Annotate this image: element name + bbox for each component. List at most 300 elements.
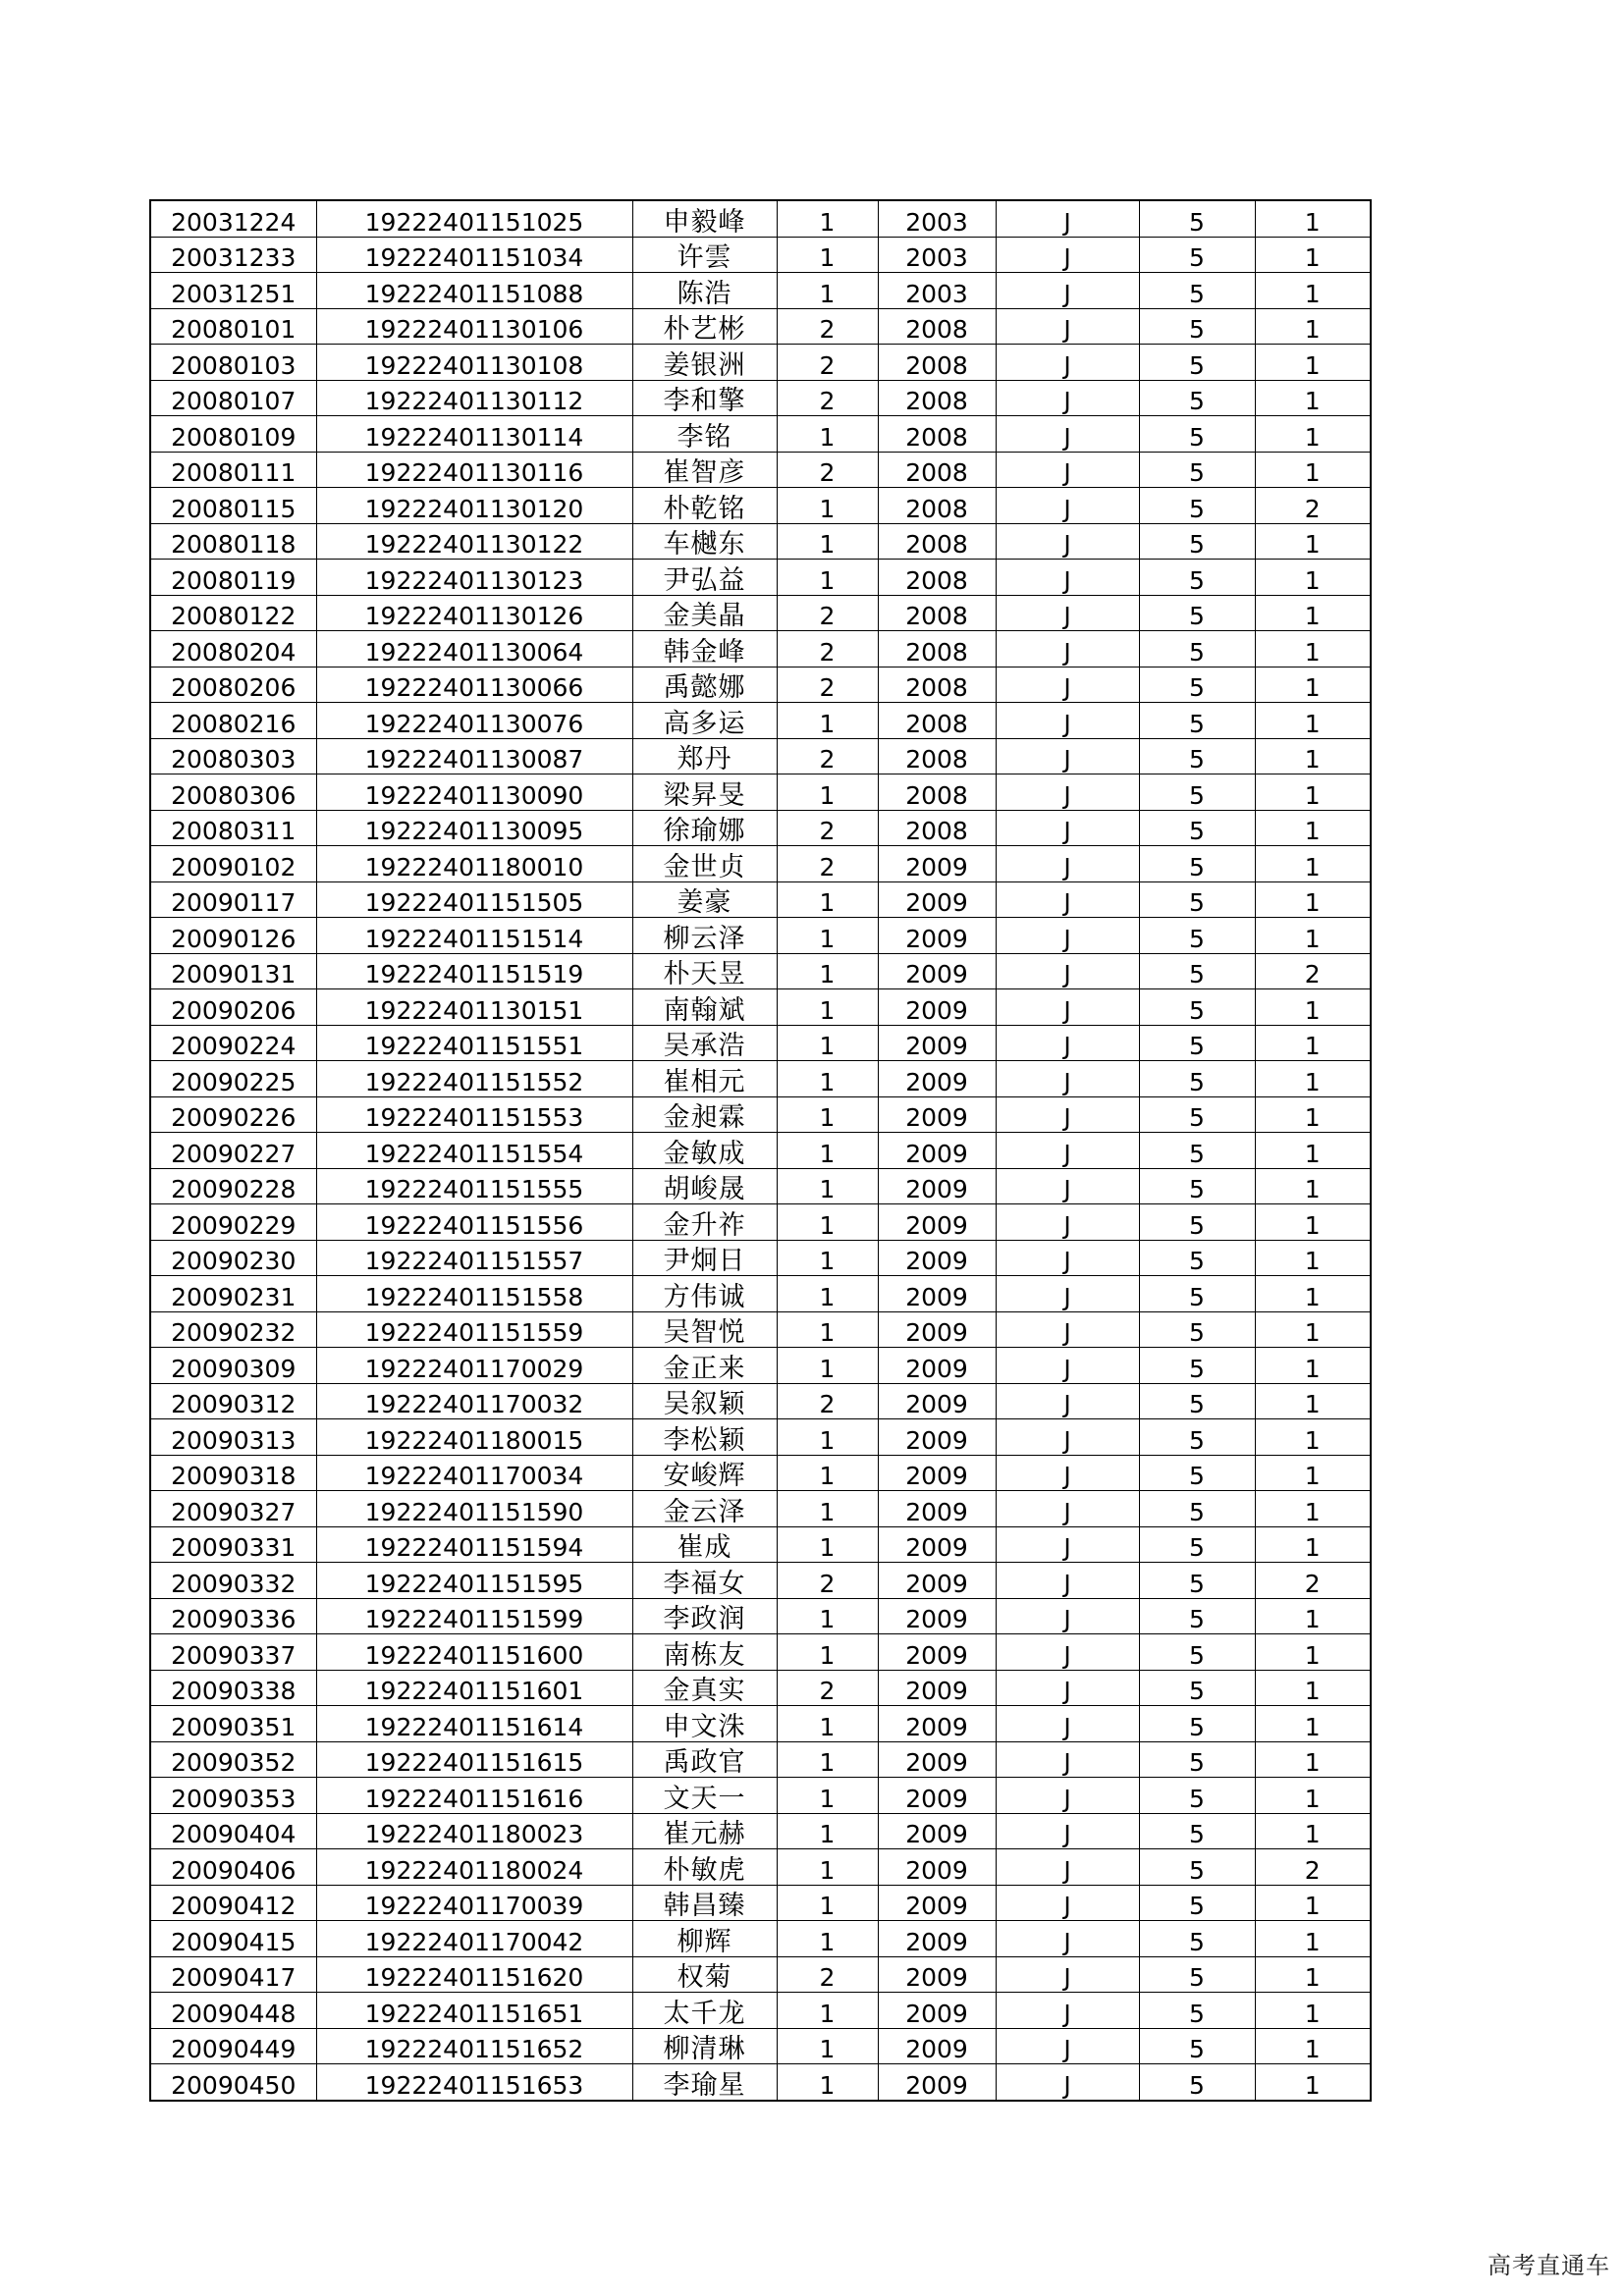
type-code-cell: 1 <box>1255 273 1371 309</box>
exam-id-cell: 20090353 <box>150 1778 316 1814</box>
level-cell: 5 <box>1139 200 1255 237</box>
exam-id-cell: 20090336 <box>150 1598 316 1634</box>
student-name-cell: 尹炯日 <box>632 1240 777 1276</box>
registration-number-cell: 19222401151505 <box>316 881 632 918</box>
category-cell: J <box>996 1813 1139 1849</box>
gender-code-cell: 1 <box>777 881 878 918</box>
gender-code-cell: 1 <box>777 1204 878 1241</box>
gender-code-cell: 1 <box>777 1025 878 1061</box>
gender-code-cell: 1 <box>777 1706 878 1742</box>
type-code-cell: 2 <box>1255 953 1371 989</box>
level-cell: 5 <box>1139 1956 1255 1993</box>
category-cell: J <box>996 380 1139 416</box>
exam-id-cell: 20090102 <box>150 846 316 882</box>
year-cell: 2009 <box>878 1956 996 1993</box>
exam-id-cell: 20080306 <box>150 774 316 811</box>
registration-number-cell: 19222401170029 <box>316 1348 632 1384</box>
registration-number-cell: 19222401130106 <box>316 308 632 345</box>
level-cell: 5 <box>1139 1813 1255 1849</box>
registration-number-cell: 19222401130095 <box>316 810 632 846</box>
category-cell: J <box>996 1563 1139 1599</box>
type-code-cell: 1 <box>1255 918 1371 954</box>
level-cell: 5 <box>1139 1455 1255 1491</box>
level-cell: 5 <box>1139 523 1255 560</box>
student-name-cell: 金昶霖 <box>632 1096 777 1133</box>
type-code-cell: 1 <box>1255 416 1371 453</box>
category-cell: J <box>996 1096 1139 1133</box>
exam-id-cell: 20090206 <box>150 989 316 1026</box>
exam-id-cell: 20090404 <box>150 1813 316 1849</box>
gender-code-cell: 1 <box>777 1276 878 1312</box>
gender-code-cell: 2 <box>777 846 878 882</box>
table-row <box>150 1634 1371 1671</box>
table-row <box>150 1849 1371 1886</box>
type-code-cell: 1 <box>1255 1204 1371 1241</box>
year-cell: 2008 <box>878 631 996 667</box>
category-cell: J <box>996 1885 1139 1921</box>
level-cell: 5 <box>1139 416 1255 453</box>
year-cell: 2009 <box>878 1168 996 1204</box>
level-cell: 5 <box>1139 595 1255 631</box>
year-cell: 2009 <box>878 1885 996 1921</box>
exam-id-cell: 20090312 <box>150 1383 316 1419</box>
year-cell: 2009 <box>878 989 996 1026</box>
level-cell: 5 <box>1139 308 1255 345</box>
registration-number-cell: 19222401151553 <box>316 1096 632 1133</box>
type-code-cell: 1 <box>1255 1741 1371 1778</box>
registration-number-cell: 19222401151558 <box>316 1276 632 1312</box>
exam-id-cell: 20090449 <box>150 2028 316 2064</box>
level-cell: 5 <box>1139 846 1255 882</box>
registration-number-cell: 19222401180015 <box>316 1419 632 1456</box>
exam-id-cell: 20031224 <box>150 200 316 237</box>
student-name-cell: 权菊 <box>632 1956 777 1993</box>
level-cell: 5 <box>1139 2064 1255 2101</box>
category-cell: J <box>996 846 1139 882</box>
level-cell: 5 <box>1139 1741 1255 1778</box>
level-cell: 5 <box>1139 1311 1255 1348</box>
type-code-cell: 1 <box>1255 1348 1371 1384</box>
registration-number-cell: 19222401151615 <box>316 1741 632 1778</box>
category-cell: J <box>996 810 1139 846</box>
gender-code-cell: 1 <box>777 1168 878 1204</box>
exam-id-cell: 20080111 <box>150 452 316 488</box>
table-row <box>150 1276 1371 1312</box>
category-cell: J <box>996 1741 1139 1778</box>
gender-code-cell: 1 <box>777 560 878 596</box>
exam-id-cell: 20080119 <box>150 560 316 596</box>
exam-id-cell: 20090448 <box>150 1993 316 2029</box>
student-name-cell: 禹政官 <box>632 1741 777 1778</box>
exam-id-cell: 20080303 <box>150 738 316 774</box>
exam-id-cell: 20090117 <box>150 881 316 918</box>
year-cell: 2008 <box>878 380 996 416</box>
table-row <box>150 810 1371 846</box>
gender-code-cell: 2 <box>777 1383 878 1419</box>
exam-id-cell: 20090412 <box>150 1885 316 1921</box>
type-code-cell: 1 <box>1255 1311 1371 1348</box>
year-cell: 2009 <box>878 1096 996 1133</box>
year-cell: 2003 <box>878 273 996 309</box>
year-cell: 2003 <box>878 200 996 237</box>
table-row <box>150 1993 1371 2029</box>
gender-code-cell: 1 <box>777 488 878 524</box>
year-cell: 2009 <box>878 1670 996 1706</box>
type-code-cell: 1 <box>1255 380 1371 416</box>
student-name-cell: 南翰斌 <box>632 989 777 1026</box>
level-cell: 5 <box>1139 1526 1255 1563</box>
registration-number-cell: 19222401151595 <box>316 1563 632 1599</box>
registration-number-cell: 19222401130120 <box>316 488 632 524</box>
student-table <box>149 199 1372 2102</box>
level-cell: 5 <box>1139 1634 1255 1671</box>
category-cell: J <box>996 488 1139 524</box>
student-name-cell: 金正来 <box>632 1348 777 1384</box>
level-cell: 5 <box>1139 1096 1255 1133</box>
student-name-cell: 吴智悦 <box>632 1311 777 1348</box>
level-cell: 5 <box>1139 953 1255 989</box>
year-cell: 2009 <box>878 1849 996 1886</box>
year-cell: 2009 <box>878 1778 996 1814</box>
registration-number-cell: 19222401151601 <box>316 1670 632 1706</box>
student-name-cell: 崔相元 <box>632 1061 777 1097</box>
type-code-cell: 1 <box>1255 1956 1371 1993</box>
category-cell: J <box>996 1491 1139 1527</box>
table-row <box>150 2028 1371 2064</box>
category-cell: J <box>996 308 1139 345</box>
category-cell: J <box>996 595 1139 631</box>
year-cell: 2009 <box>878 1706 996 1742</box>
gender-code-cell: 1 <box>777 1311 878 1348</box>
student-name-cell: 朴敏虎 <box>632 1849 777 1886</box>
table-row <box>150 1778 1371 1814</box>
year-cell: 2008 <box>878 308 996 345</box>
student-name-cell: 李铭 <box>632 416 777 453</box>
year-cell: 2008 <box>878 595 996 631</box>
type-code-cell: 1 <box>1255 1133 1371 1169</box>
table-row <box>150 1348 1371 1384</box>
level-cell: 5 <box>1139 1168 1255 1204</box>
category-cell: J <box>996 881 1139 918</box>
type-code-cell: 1 <box>1255 774 1371 811</box>
category-cell: J <box>996 1025 1139 1061</box>
student-name-cell: 禹懿娜 <box>632 667 777 703</box>
year-cell: 2008 <box>878 416 996 453</box>
table-row <box>150 1096 1371 1133</box>
type-code-cell: 1 <box>1255 1419 1371 1456</box>
exam-id-cell: 20090228 <box>150 1168 316 1204</box>
student-name-cell: 尹弘益 <box>632 560 777 596</box>
exam-id-cell: 20090231 <box>150 1276 316 1312</box>
student-name-cell: 李政润 <box>632 1598 777 1634</box>
exam-id-cell: 20080204 <box>150 631 316 667</box>
table-row <box>150 200 1371 237</box>
type-code-cell: 1 <box>1255 1921 1371 1957</box>
category-cell: J <box>996 273 1139 309</box>
category-cell: J <box>996 1133 1139 1169</box>
table-body <box>150 200 1371 2101</box>
table-row <box>150 1455 1371 1491</box>
student-name-cell: 韩金峰 <box>632 631 777 667</box>
level-cell: 5 <box>1139 1778 1255 1814</box>
table-row <box>150 1598 1371 1634</box>
category-cell: J <box>996 1311 1139 1348</box>
gender-code-cell: 1 <box>777 1885 878 1921</box>
type-code-cell: 1 <box>1255 1598 1371 1634</box>
gender-code-cell: 1 <box>777 237 878 273</box>
year-cell: 2009 <box>878 1419 996 1456</box>
registration-number-cell: 19222401151590 <box>316 1491 632 1527</box>
table-row <box>150 380 1371 416</box>
year-cell: 2009 <box>878 1526 996 1563</box>
student-name-cell: 陈浩 <box>632 273 777 309</box>
level-cell: 5 <box>1139 703 1255 739</box>
level-cell: 5 <box>1139 1491 1255 1527</box>
registration-number-cell: 19222401151088 <box>316 273 632 309</box>
type-code-cell: 1 <box>1255 1670 1371 1706</box>
type-code-cell: 1 <box>1255 989 1371 1026</box>
table-row <box>150 1670 1371 1706</box>
table-row <box>150 1956 1371 1993</box>
gender-code-cell: 1 <box>777 1455 878 1491</box>
exam-id-cell: 20090126 <box>150 918 316 954</box>
category-cell: J <box>996 200 1139 237</box>
year-cell: 2008 <box>878 488 996 524</box>
year-cell: 2009 <box>878 918 996 954</box>
level-cell: 5 <box>1139 1204 1255 1241</box>
table-row <box>150 989 1371 1026</box>
year-cell: 2008 <box>878 560 996 596</box>
year-cell: 2008 <box>878 452 996 488</box>
type-code-cell: 1 <box>1255 846 1371 882</box>
table-row <box>150 1885 1371 1921</box>
registration-number-cell: 19222401130108 <box>316 345 632 381</box>
table-row <box>150 918 1371 954</box>
exam-id-cell: 20090313 <box>150 1419 316 1456</box>
category-cell: J <box>996 918 1139 954</box>
category-cell: J <box>996 1168 1139 1204</box>
exam-id-cell: 20080216 <box>150 703 316 739</box>
student-name-cell: 韩昌臻 <box>632 1885 777 1921</box>
type-code-cell: 1 <box>1255 308 1371 345</box>
type-code-cell: 1 <box>1255 881 1371 918</box>
gender-code-cell: 1 <box>777 1133 878 1169</box>
student-name-cell: 吴叙颖 <box>632 1383 777 1419</box>
type-code-cell: 1 <box>1255 1778 1371 1814</box>
table-row <box>150 1526 1371 1563</box>
level-cell: 5 <box>1139 488 1255 524</box>
student-name-cell: 吴承浩 <box>632 1025 777 1061</box>
registration-number-cell: 19222401151556 <box>316 1204 632 1241</box>
year-cell: 2009 <box>878 1383 996 1419</box>
gender-code-cell: 1 <box>777 1526 878 1563</box>
table-row <box>150 560 1371 596</box>
registration-number-cell: 19222401130151 <box>316 989 632 1026</box>
gender-code-cell: 2 <box>777 1563 878 1599</box>
category-cell: J <box>996 1419 1139 1456</box>
exam-id-cell: 20090337 <box>150 1634 316 1671</box>
type-code-cell: 1 <box>1255 1061 1371 1097</box>
year-cell: 2008 <box>878 667 996 703</box>
gender-code-cell: 1 <box>777 1634 878 1671</box>
type-code-cell: 1 <box>1255 523 1371 560</box>
gender-code-cell: 2 <box>777 810 878 846</box>
registration-number-cell: 19222401130126 <box>316 595 632 631</box>
level-cell: 5 <box>1139 237 1255 273</box>
student-name-cell: 安峻辉 <box>632 1455 777 1491</box>
category-cell: J <box>996 1706 1139 1742</box>
exam-id-cell: 20090226 <box>150 1096 316 1133</box>
table-row <box>150 953 1371 989</box>
gender-code-cell: 1 <box>777 1598 878 1634</box>
table-row <box>150 1240 1371 1276</box>
table-row <box>150 667 1371 703</box>
type-code-cell: 2 <box>1255 488 1371 524</box>
student-name-cell: 高多运 <box>632 703 777 739</box>
student-name-cell: 崔成 <box>632 1526 777 1563</box>
year-cell: 2009 <box>878 1133 996 1169</box>
exam-id-cell: 20090309 <box>150 1348 316 1384</box>
gender-code-cell: 1 <box>777 774 878 811</box>
type-code-cell: 1 <box>1255 810 1371 846</box>
gender-code-cell: 1 <box>777 1921 878 1957</box>
year-cell: 2009 <box>878 1813 996 1849</box>
type-code-cell: 2 <box>1255 1849 1371 1886</box>
gender-code-cell: 2 <box>777 1670 878 1706</box>
watermark-text: 高考直通车 <box>1488 2252 1610 2279</box>
type-code-cell: 1 <box>1255 1706 1371 1742</box>
level-cell: 5 <box>1139 738 1255 774</box>
student-name-cell: 文天一 <box>632 1778 777 1814</box>
registration-number-cell: 19222401130116 <box>316 452 632 488</box>
gender-code-cell: 1 <box>777 918 878 954</box>
category-cell: J <box>996 1276 1139 1312</box>
registration-number-cell: 19222401130123 <box>316 560 632 596</box>
type-code-cell: 1 <box>1255 595 1371 631</box>
type-code-cell: 1 <box>1255 1096 1371 1133</box>
exam-id-cell: 20080122 <box>150 595 316 631</box>
year-cell: 2008 <box>878 345 996 381</box>
exam-id-cell: 20090229 <box>150 1204 316 1241</box>
gender-code-cell: 2 <box>777 308 878 345</box>
registration-number-cell: 19222401151034 <box>316 237 632 273</box>
table-row <box>150 1204 1371 1241</box>
year-cell: 2009 <box>878 2064 996 2101</box>
table-row <box>150 1025 1371 1061</box>
category-cell: J <box>996 416 1139 453</box>
type-code-cell: 1 <box>1255 631 1371 667</box>
table-row <box>150 595 1371 631</box>
level-cell: 5 <box>1139 560 1255 596</box>
exam-id-cell: 20090406 <box>150 1849 316 1886</box>
type-code-cell: 1 <box>1255 1276 1371 1312</box>
registration-number-cell: 19222401130114 <box>316 416 632 453</box>
gender-code-cell: 1 <box>777 416 878 453</box>
gender-code-cell: 1 <box>777 1419 878 1456</box>
type-code-cell: 1 <box>1255 738 1371 774</box>
exam-id-cell: 20080103 <box>150 345 316 381</box>
type-code-cell: 1 <box>1255 667 1371 703</box>
type-code-cell: 1 <box>1255 1383 1371 1419</box>
table-row <box>150 416 1371 453</box>
year-cell: 2009 <box>878 953 996 989</box>
exam-id-cell: 20031233 <box>150 237 316 273</box>
year-cell: 2003 <box>878 237 996 273</box>
category-cell: J <box>996 1348 1139 1384</box>
exam-id-cell: 20090332 <box>150 1563 316 1599</box>
student-name-cell: 申文洙 <box>632 1706 777 1742</box>
exam-id-cell: 20090232 <box>150 1311 316 1348</box>
student-name-cell: 许雲 <box>632 237 777 273</box>
registration-number-cell: 19222401130090 <box>316 774 632 811</box>
year-cell: 2008 <box>878 738 996 774</box>
registration-number-cell: 19222401130064 <box>316 631 632 667</box>
type-code-cell: 1 <box>1255 1813 1371 1849</box>
table-row <box>150 237 1371 273</box>
category-cell: J <box>996 1670 1139 1706</box>
student-name-cell: 崔元赫 <box>632 1813 777 1849</box>
year-cell: 2008 <box>878 523 996 560</box>
gender-code-cell: 2 <box>777 380 878 416</box>
level-cell: 5 <box>1139 631 1255 667</box>
registration-number-cell: 19222401151559 <box>316 1311 632 1348</box>
year-cell: 2008 <box>878 774 996 811</box>
type-code-cell: 1 <box>1255 200 1371 237</box>
student-name-cell: 李瑜星 <box>632 2064 777 2101</box>
year-cell: 2009 <box>878 1061 996 1097</box>
exam-id-cell: 20090415 <box>150 1921 316 1957</box>
table-row <box>150 1061 1371 1097</box>
exam-id-cell: 20090131 <box>150 953 316 989</box>
exam-id-cell: 20090318 <box>150 1455 316 1491</box>
year-cell: 2009 <box>878 1634 996 1671</box>
level-cell: 5 <box>1139 918 1255 954</box>
table-row <box>150 1706 1371 1742</box>
level-cell: 5 <box>1139 774 1255 811</box>
table-row <box>150 1168 1371 1204</box>
year-cell: 2009 <box>878 846 996 882</box>
year-cell: 2009 <box>878 881 996 918</box>
registration-number-cell: 19222401170032 <box>316 1383 632 1419</box>
category-cell: J <box>996 452 1139 488</box>
exam-id-cell: 20080311 <box>150 810 316 846</box>
category-cell: J <box>996 703 1139 739</box>
level-cell: 5 <box>1139 1993 1255 2029</box>
registration-number-cell: 19222401130066 <box>316 667 632 703</box>
year-cell: 2009 <box>878 1348 996 1384</box>
exam-id-cell: 20090224 <box>150 1025 316 1061</box>
student-name-cell: 太千龙 <box>632 1993 777 2029</box>
level-cell: 5 <box>1139 380 1255 416</box>
gender-code-cell: 1 <box>777 1813 878 1849</box>
level-cell: 5 <box>1139 1133 1255 1169</box>
table-row <box>150 1921 1371 1957</box>
registration-number-cell: 19222401151514 <box>316 918 632 954</box>
table-row <box>150 1133 1371 1169</box>
category-cell: J <box>996 1204 1139 1241</box>
type-code-cell: 1 <box>1255 452 1371 488</box>
exam-id-cell: 20090352 <box>150 1741 316 1778</box>
gender-code-cell: 1 <box>777 200 878 237</box>
student-name-cell: 柳云泽 <box>632 918 777 954</box>
student-name-cell: 徐瑜娜 <box>632 810 777 846</box>
registration-number-cell: 19222401151025 <box>316 200 632 237</box>
category-cell: J <box>996 237 1139 273</box>
registration-number-cell: 19222401151651 <box>316 1993 632 2029</box>
student-name-cell: 朴乾铭 <box>632 488 777 524</box>
student-name-cell: 李松颖 <box>632 1419 777 1456</box>
student-name-cell: 梁昇旻 <box>632 774 777 811</box>
